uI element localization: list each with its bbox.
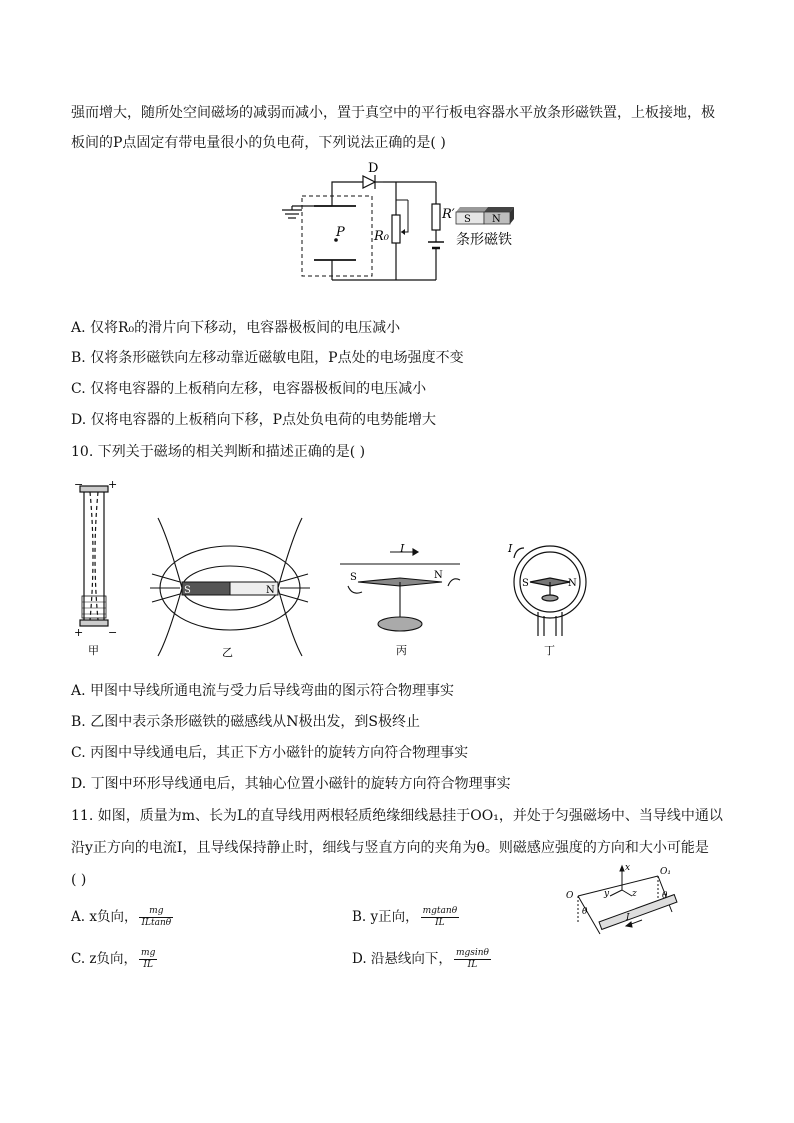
q11-option-c — [71, 948, 157, 971]
bing-s-label: S — [350, 572, 357, 583]
q11-option-a — [71, 906, 173, 929]
ding-label: 丁 — [544, 644, 555, 657]
jia-minus-bottom: − — [108, 626, 118, 639]
jia-label: 甲 — [88, 644, 99, 657]
q11-option-c-text: C. z负向， — [71, 951, 138, 967]
figure-jia — [80, 486, 108, 626]
q11-option-b-num: mgtanθ — [422, 906, 458, 916]
q9-option-c: C. 仅将电容器的上板稍向左移，电容器极板间的电压减小 — [71, 381, 427, 397]
q9-option-a: A. 仅将R₀的滑片向下移动，电容器极板间的电压减小 — [71, 320, 401, 336]
q9-stem-line1: 强而增大，随所处空间磁场的减弱而减小，置于真空中的平行板电容器水平放条形磁铁置，上板接地，极 — [71, 105, 715, 121]
q10-stem: 10. 下列关于磁场的相关判断和描述正确的是( ) — [71, 444, 366, 460]
bing-label: 丙 — [396, 644, 407, 657]
bing-n-label: N — [434, 570, 443, 581]
magnet-s-label: S — [464, 214, 471, 225]
q9-option-d: D. 仅将电容器的上板稍向下移，P点处负电荷的电势能增大 — [71, 412, 437, 428]
q11-option-d-fraction — [454, 948, 491, 971]
ding-s-label: S — [522, 578, 529, 589]
magnet-caption: 条形磁铁 — [456, 232, 512, 248]
q11-o-label: O — [566, 891, 574, 901]
q11-x-label: x — [625, 863, 631, 873]
q11-option-d-text: D. 沿悬线向下， — [352, 951, 452, 967]
q10-option-b: B. 乙图中表示条形磁铁的磁感线从N极出发，到S极终止 — [71, 714, 421, 730]
yi-label: 乙 — [222, 646, 233, 658]
q10-option-d: D. 丁图中环形导线通电后，其轴心位置小磁针的旋转方向符合物理事实 — [71, 776, 511, 792]
q11-theta-right: θ — [662, 891, 668, 901]
q11-theta-left: θ — [582, 907, 588, 917]
jia-plus-bottom: + — [74, 626, 84, 639]
rprime-label: R′ — [442, 207, 455, 222]
q11-option-a-num: mg — [139, 906, 173, 918]
q11-z-label: z — [632, 889, 637, 899]
jia-plus-top: + — [108, 478, 118, 491]
r0-resistor — [392, 215, 400, 243]
q11-stem-line1: 11. 如图，质量为m、长为L的直导线用两根轻质绝缘细线悬挂于OO₁，并处于匀强磁场中、当导线中通以 — [71, 808, 723, 824]
q11-stem-line3: ( ) — [71, 872, 87, 888]
q11-current-label: I — [626, 913, 630, 923]
q11-option-d-den: IL — [467, 960, 478, 970]
q11-option-b-den: IL — [435, 918, 445, 928]
ding-current-label: I — [508, 542, 513, 555]
q11-option-d-num: mgsinθ — [455, 948, 489, 958]
q10-option-c: C. 丙图中导线通电后，其正下方小磁针的旋转方向符合物理事实 — [71, 745, 469, 761]
diode-label: D — [368, 161, 379, 176]
q9-circuit-figure — [278, 160, 528, 294]
yi-s-label: S — [184, 585, 191, 596]
q11-option-c-den: IL — [143, 960, 153, 970]
q11-option-d — [352, 948, 491, 971]
q11-option-b-text: B. y正向， — [352, 909, 419, 925]
bing-current-label: I — [400, 542, 405, 555]
rprime-resistor — [432, 204, 440, 230]
q9-stem-line2: 板间的P点固定有带电量很小的负电荷，下列说法正确的是( ) — [71, 135, 446, 151]
q11-option-a-text: A. x负向， — [71, 909, 138, 925]
point-p-label: P — [336, 225, 345, 240]
yi-n-label: N — [266, 585, 275, 596]
q9-option-b: B. 仅将条形磁铁向左移动靠近磁敏电阻，P点处的电场强度不变 — [71, 350, 464, 366]
q11-option-b — [352, 906, 459, 929]
q11-option-c-fraction — [139, 948, 157, 971]
q10-option-a: A. 甲图中导线所通电流与受力后导线弯曲的图示符合物理事实 — [71, 683, 455, 699]
q10-figures — [68, 478, 588, 662]
q11-option-a-fraction — [139, 906, 173, 929]
r0-label: R₀ — [374, 229, 389, 244]
q11-option-b-fraction — [421, 906, 460, 929]
q11-y-label: y — [604, 889, 610, 899]
ding-n-label: N — [568, 578, 577, 589]
q11-o1-label: O₁ — [660, 867, 671, 877]
figure-bing — [340, 549, 460, 631]
q11-figure — [560, 862, 690, 948]
jia-minus: − — [74, 478, 84, 491]
ground-symbol — [282, 206, 332, 218]
q11-stem-line2: 沿y正方向的电流I，且导线保持静止时，细线与竖直方向的夹角为θ。则磁感应强度的方向和大小可能是 — [71, 840, 709, 856]
q11-option-a-den: ILtanθ — [141, 918, 172, 928]
diode-symbol — [363, 175, 383, 189]
figure-ding — [514, 546, 586, 636]
magnet-n-label: N — [492, 214, 501, 225]
q11-option-c-num: mg — [141, 948, 156, 958]
